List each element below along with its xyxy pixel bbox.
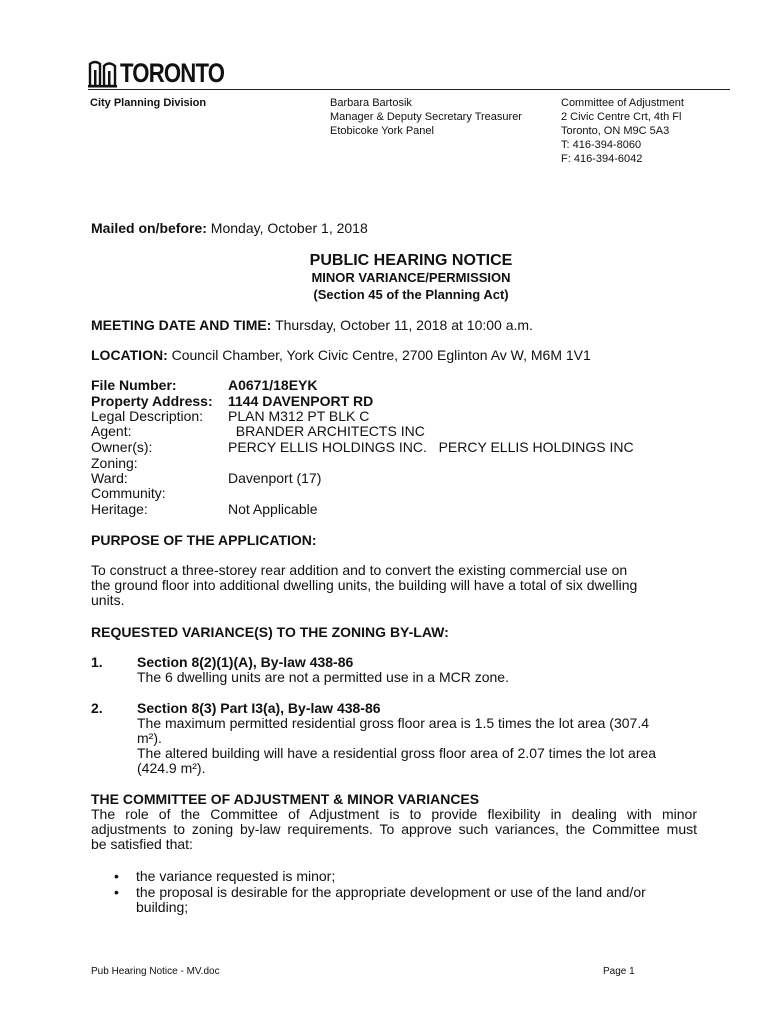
header-rule (88, 89, 730, 90)
file-info-label: Owner(s): (91, 439, 153, 455)
contact-block (330, 96, 522, 138)
notice-title: PUBLIC HEARING NOTICE (309, 252, 513, 269)
location-label: LOCATION: (91, 347, 168, 363)
purpose-line: units. (91, 592, 125, 608)
mailed-line (91, 221, 368, 236)
address-line: 2 Civic Centre Crt, 4th Fl (561, 111, 682, 123)
bullet-icon: • (114, 868, 119, 884)
criteria-line: the variance requested is minor; (136, 868, 336, 884)
variance-line: The altered building will have a residential gross floor area of 2.07 times the lot area (137, 745, 657, 761)
mailed-date: Monday, October 1, 2018 (210, 220, 368, 236)
purpose-line: the ground floor into additional dwelling units, the building will have a total of six dwelling (91, 577, 638, 593)
purpose-text (91, 563, 711, 608)
file-info-label: Property Address: (91, 393, 213, 409)
location-value: Council Chamber, York Civic Centre, 2700 Eglinton Av W, M6M 1V1 (171, 347, 591, 363)
contact-line: Barbara Bartosik (330, 97, 412, 109)
variance-line: (424.9 m²). (137, 760, 206, 776)
file-info-value: BRANDER ARCHITECTS INC (228, 423, 425, 439)
meeting-line (91, 318, 533, 333)
criteria-line: building; (136, 899, 189, 915)
address-line: Toronto, ON M9C 5A3 (561, 125, 670, 137)
address-line: F: 416-394-6042 (561, 153, 643, 165)
criteria-item (136, 885, 706, 915)
variance-item (137, 701, 707, 776)
city-hall-icon (88, 58, 118, 88)
purpose-heading: PURPOSE OF THE APPLICATION: (91, 532, 317, 548)
variance-number: 1. (91, 654, 103, 670)
criteria-item (136, 869, 706, 884)
footer-filename: Pub Hearing Notice - MV.doc (91, 966, 220, 977)
file-info-label: File Number: (91, 377, 177, 393)
logo-wordmark: TORONTO (120, 58, 225, 88)
file-info-label: Ward: (91, 470, 128, 486)
notice-section-ref: (Section 45 of the Planning Act) (313, 287, 509, 302)
variance-line: m²). (137, 730, 162, 746)
committee-line: be satisfied that: (91, 836, 193, 852)
variance-title: Section 8(3) Part I3(a), By-law 438-86 (137, 700, 381, 716)
meeting-label: MEETING DATE AND TIME: (91, 317, 272, 333)
file-info-label: Zoning: (91, 455, 138, 471)
toronto-logo (88, 56, 228, 90)
notice-subtitle: MINOR VARIANCE/PERMISSION (311, 270, 511, 285)
file-info-value: Davenport (17) (228, 470, 322, 486)
variance-line: The 6 dwelling units are not a permitted use in a MCR zone. (137, 669, 509, 685)
address-line: T: 416-394-8060 (561, 139, 642, 151)
file-info-label: Heritage: (91, 501, 148, 517)
file-info-value: Not Applicable (228, 501, 318, 517)
file-info-value: PLAN M312 PT BLK C (228, 408, 370, 424)
meeting-value: Thursday, October 11, 2018 at 10:00 a.m. (275, 317, 533, 333)
mailed-label: Mailed on/before: (91, 220, 207, 236)
committee-line: The role of the Committee of Adjustment is to provide flexibility in dealing with minor (91, 806, 697, 822)
footer-page-number: Page 1 (603, 966, 635, 977)
location-line (91, 348, 591, 363)
variance-line: The maximum permitted residential gross floor area is 1.5 times the lot area (307.4 (137, 715, 650, 731)
contact-line: Etobicoke York Panel (330, 125, 434, 137)
committee-heading: THE COMMITTEE OF ADJUSTMENT & MINOR VARIANCES (91, 791, 480, 807)
file-info-value: 1144 DAVENPORT RD (228, 393, 374, 409)
address-block (561, 96, 684, 166)
division-name: City Planning Division (90, 97, 207, 109)
committee-text (91, 807, 697, 852)
committee-line: adjustments to zoning by-law requirements. To approve such variances, the Committee must (91, 821, 697, 837)
file-info-label: Legal Description: (91, 408, 204, 424)
variance-title: Section 8(2)(1)(A), By-law 438-86 (137, 654, 354, 670)
contact-line: Manager & Deputy Secretary Treasurer (330, 111, 522, 123)
purpose-line: To construct a three-storey rear addition and to convert the existing commercial use on (91, 562, 628, 578)
file-info-value: A0671/18EYK (228, 377, 318, 393)
address-line: Committee of Adjustment (561, 97, 684, 109)
bullet-icon: • (114, 884, 119, 900)
file-info-value: PERCY ELLIS HOLDINGS INC. PERCY ELLIS HOLDINGS INC (228, 439, 634, 455)
criteria-line: the proposal is desirable for the appropriate development or use of the land and/or (136, 884, 646, 900)
file-info-label: Agent: (91, 423, 132, 439)
variances-heading: REQUESTED VARIANCE(S) TO THE ZONING BY-LAW: (91, 624, 449, 640)
variance-item (137, 655, 707, 685)
file-info-label: Community: (91, 485, 166, 501)
variance-number: 2. (91, 700, 103, 716)
